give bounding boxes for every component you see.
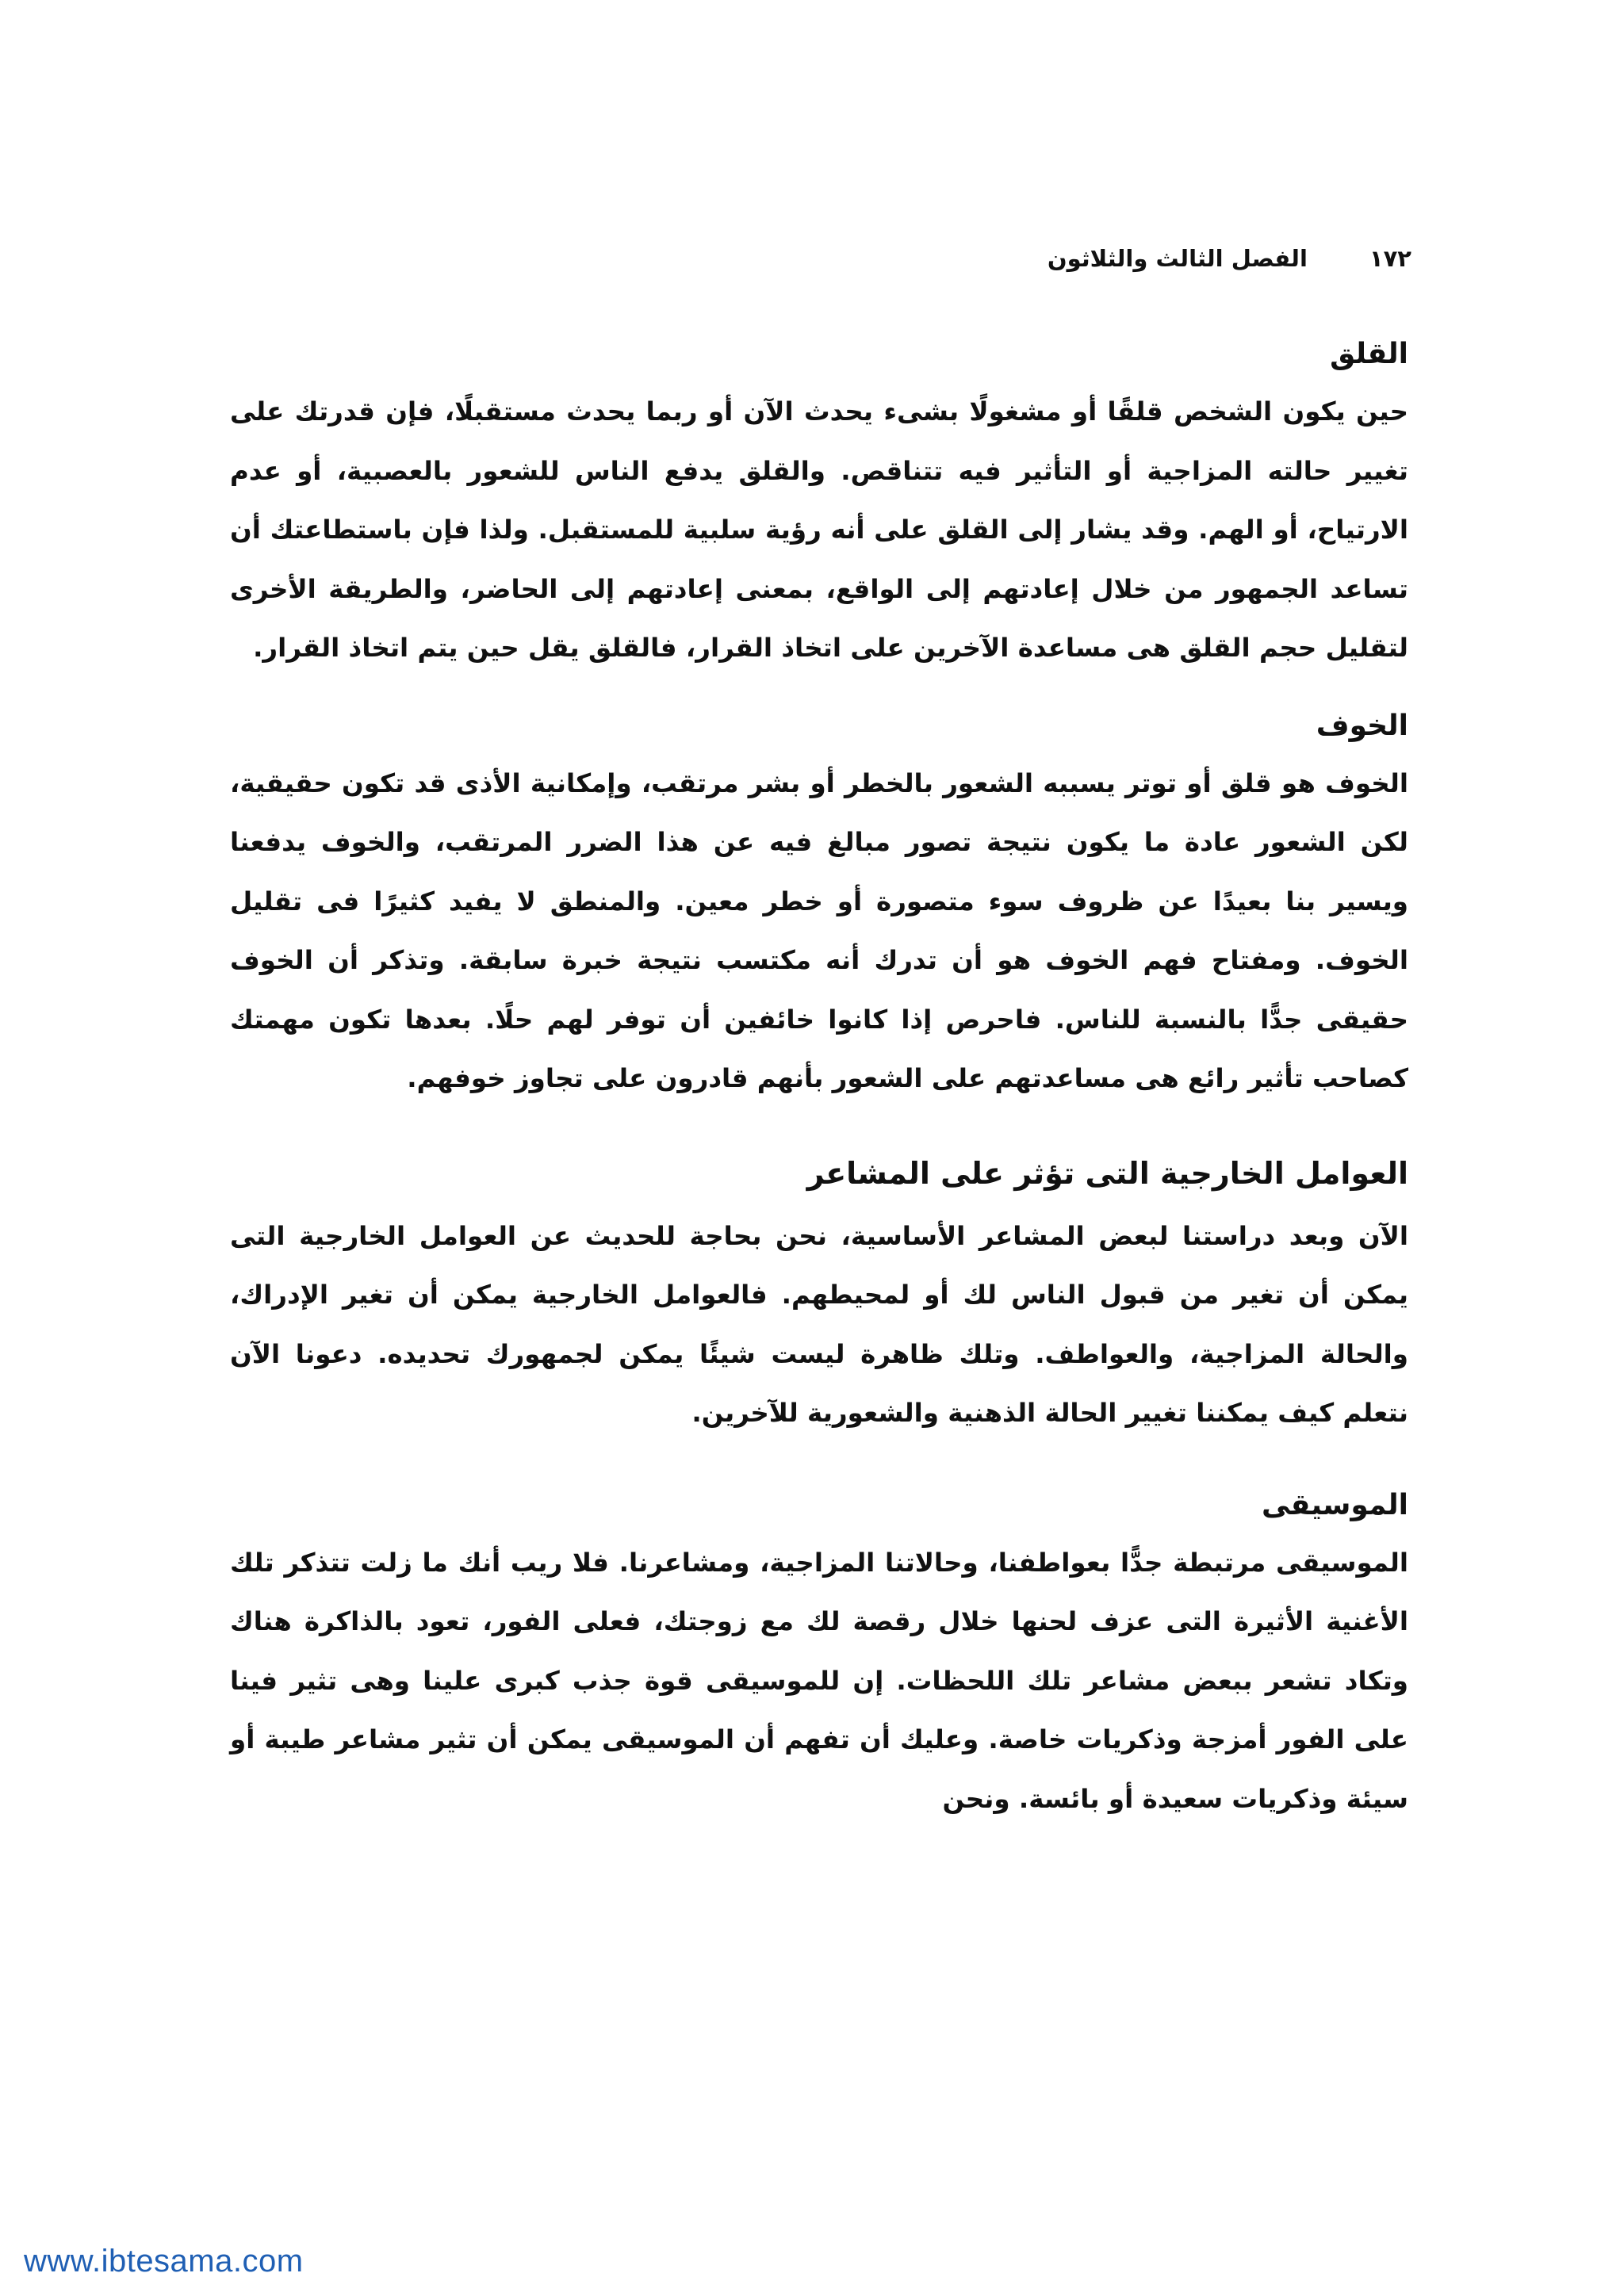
section-heading-external-factors: العوامل الخارجية التى تؤثر على المشاعر xyxy=(806,1155,1408,1191)
page-number: ١٧٢ xyxy=(1369,245,1411,272)
page-body xyxy=(230,327,1408,1828)
chapter-title: الفصل الثالث والثلاثون xyxy=(1047,245,1308,272)
section-heading-music: الموسيقى xyxy=(1262,1488,1408,1521)
section-heading-fear: الخوف xyxy=(1316,709,1408,742)
section-body-fear: الخوف هو قلق أو توتر يسببه الشعور بالخطر أو بشر مرتقب، وإمكانية الأذى قد تكون حقيقية، لكن الشعور عادة ما يكون نتيجة تصور مبالغ فيه عن هذا الضرر المرتقب، والخوف يدفعنا ويسير بنا بعيدًا عن ظروف سوء متصورة أو خطر معين. والمنطق لا يفيد كثيرًا فى تقليل الخوف. ومفتاح فهم الخوف هو أن تدرك أنه مكتسب نتيجة خبرة سابقة. وتذكر أن الخوف حقيقى جدًّا بالنسبة للناس. فاحرص إذا كانوا خائفين أن توفر لهم حلًا. بعدها تكون مهمتك كصاحب تأثير رائع هى مساعدتهم على الشعور بأنهم قادرون على تجاوز خوفهم. xyxy=(230,767,1408,1093)
section-body-anxiety: حين يكون الشخص قلقًا أو مشغولًا بشىء يحدث الآن أو ربما يحدث مستقبلًا، فإن قدرتك على تغيير حالته المزاجية أو التأثير فيه تتناقص. والقلق يدفع الناس للشعور بالعصبية، أو عدم الارتياح، أو الهم. وقد يشار إلى القلق على أنه رؤية سلبية للمستقبل. ولذا فإن باستطاعتك أن تساعد الجمهور من خلال إعادتهم إلى الواقع، بمعنى إعادتهم إلى الحاضر، والطريقة الأخرى لتقليل حجم القلق هى مساعدة الآخرين على اتخاذ القرار، فالقلق يقل حين يتم اتخاذ القرار. xyxy=(230,396,1408,663)
section-body-external-factors: الآن وبعد دراستنا لبعض المشاعر الأساسية، نحن بحاجة للحديث عن العوامل الخارجية التى يمكن أن تغير من قبول الناس لك أو لمحيطهم. فالعوامل الخارجية يمكن أن تغير الإدراك، والحالة المزاجية، والعواطف. وتلك ظاهرة ليست شيئًا يمكن لجمهورك تحديده. دعونا الآن نتعلم كيف يمكننا تغيير الحالة الذهنية والشعورية للآخرين. xyxy=(230,1220,1408,1428)
section-heading-anxiety: القلق xyxy=(1330,338,1408,370)
section-body-music: الموسيقى مرتبطة جدًّا بعواطفنا، وحالاتنا المزاجية، ومشاعرنا. فلا ريب أنك ما زلت تتذكر تلك الأغنية الأثيرة التى عزف لحنها خلال رقصة لك مع زوجتك، فعلى الفور، تعود بالذاكرة هناك وتكاد تشعر ببعض مشاعر تلك اللحظات. إن للموسيقى قوة جذب كبرى علينا وهى تثير فينا على الفور أمزجة وذكريات خاصة. وعليك أن تفهم أن الموسيقى يمكن أن تثير مشاعر طيبة أو سيئة وذكريات سعيدة أو بائسة. ونحن xyxy=(230,1547,1408,1814)
website-watermark: www.ibtesama.com xyxy=(24,2244,304,2279)
running-header xyxy=(983,235,1411,282)
